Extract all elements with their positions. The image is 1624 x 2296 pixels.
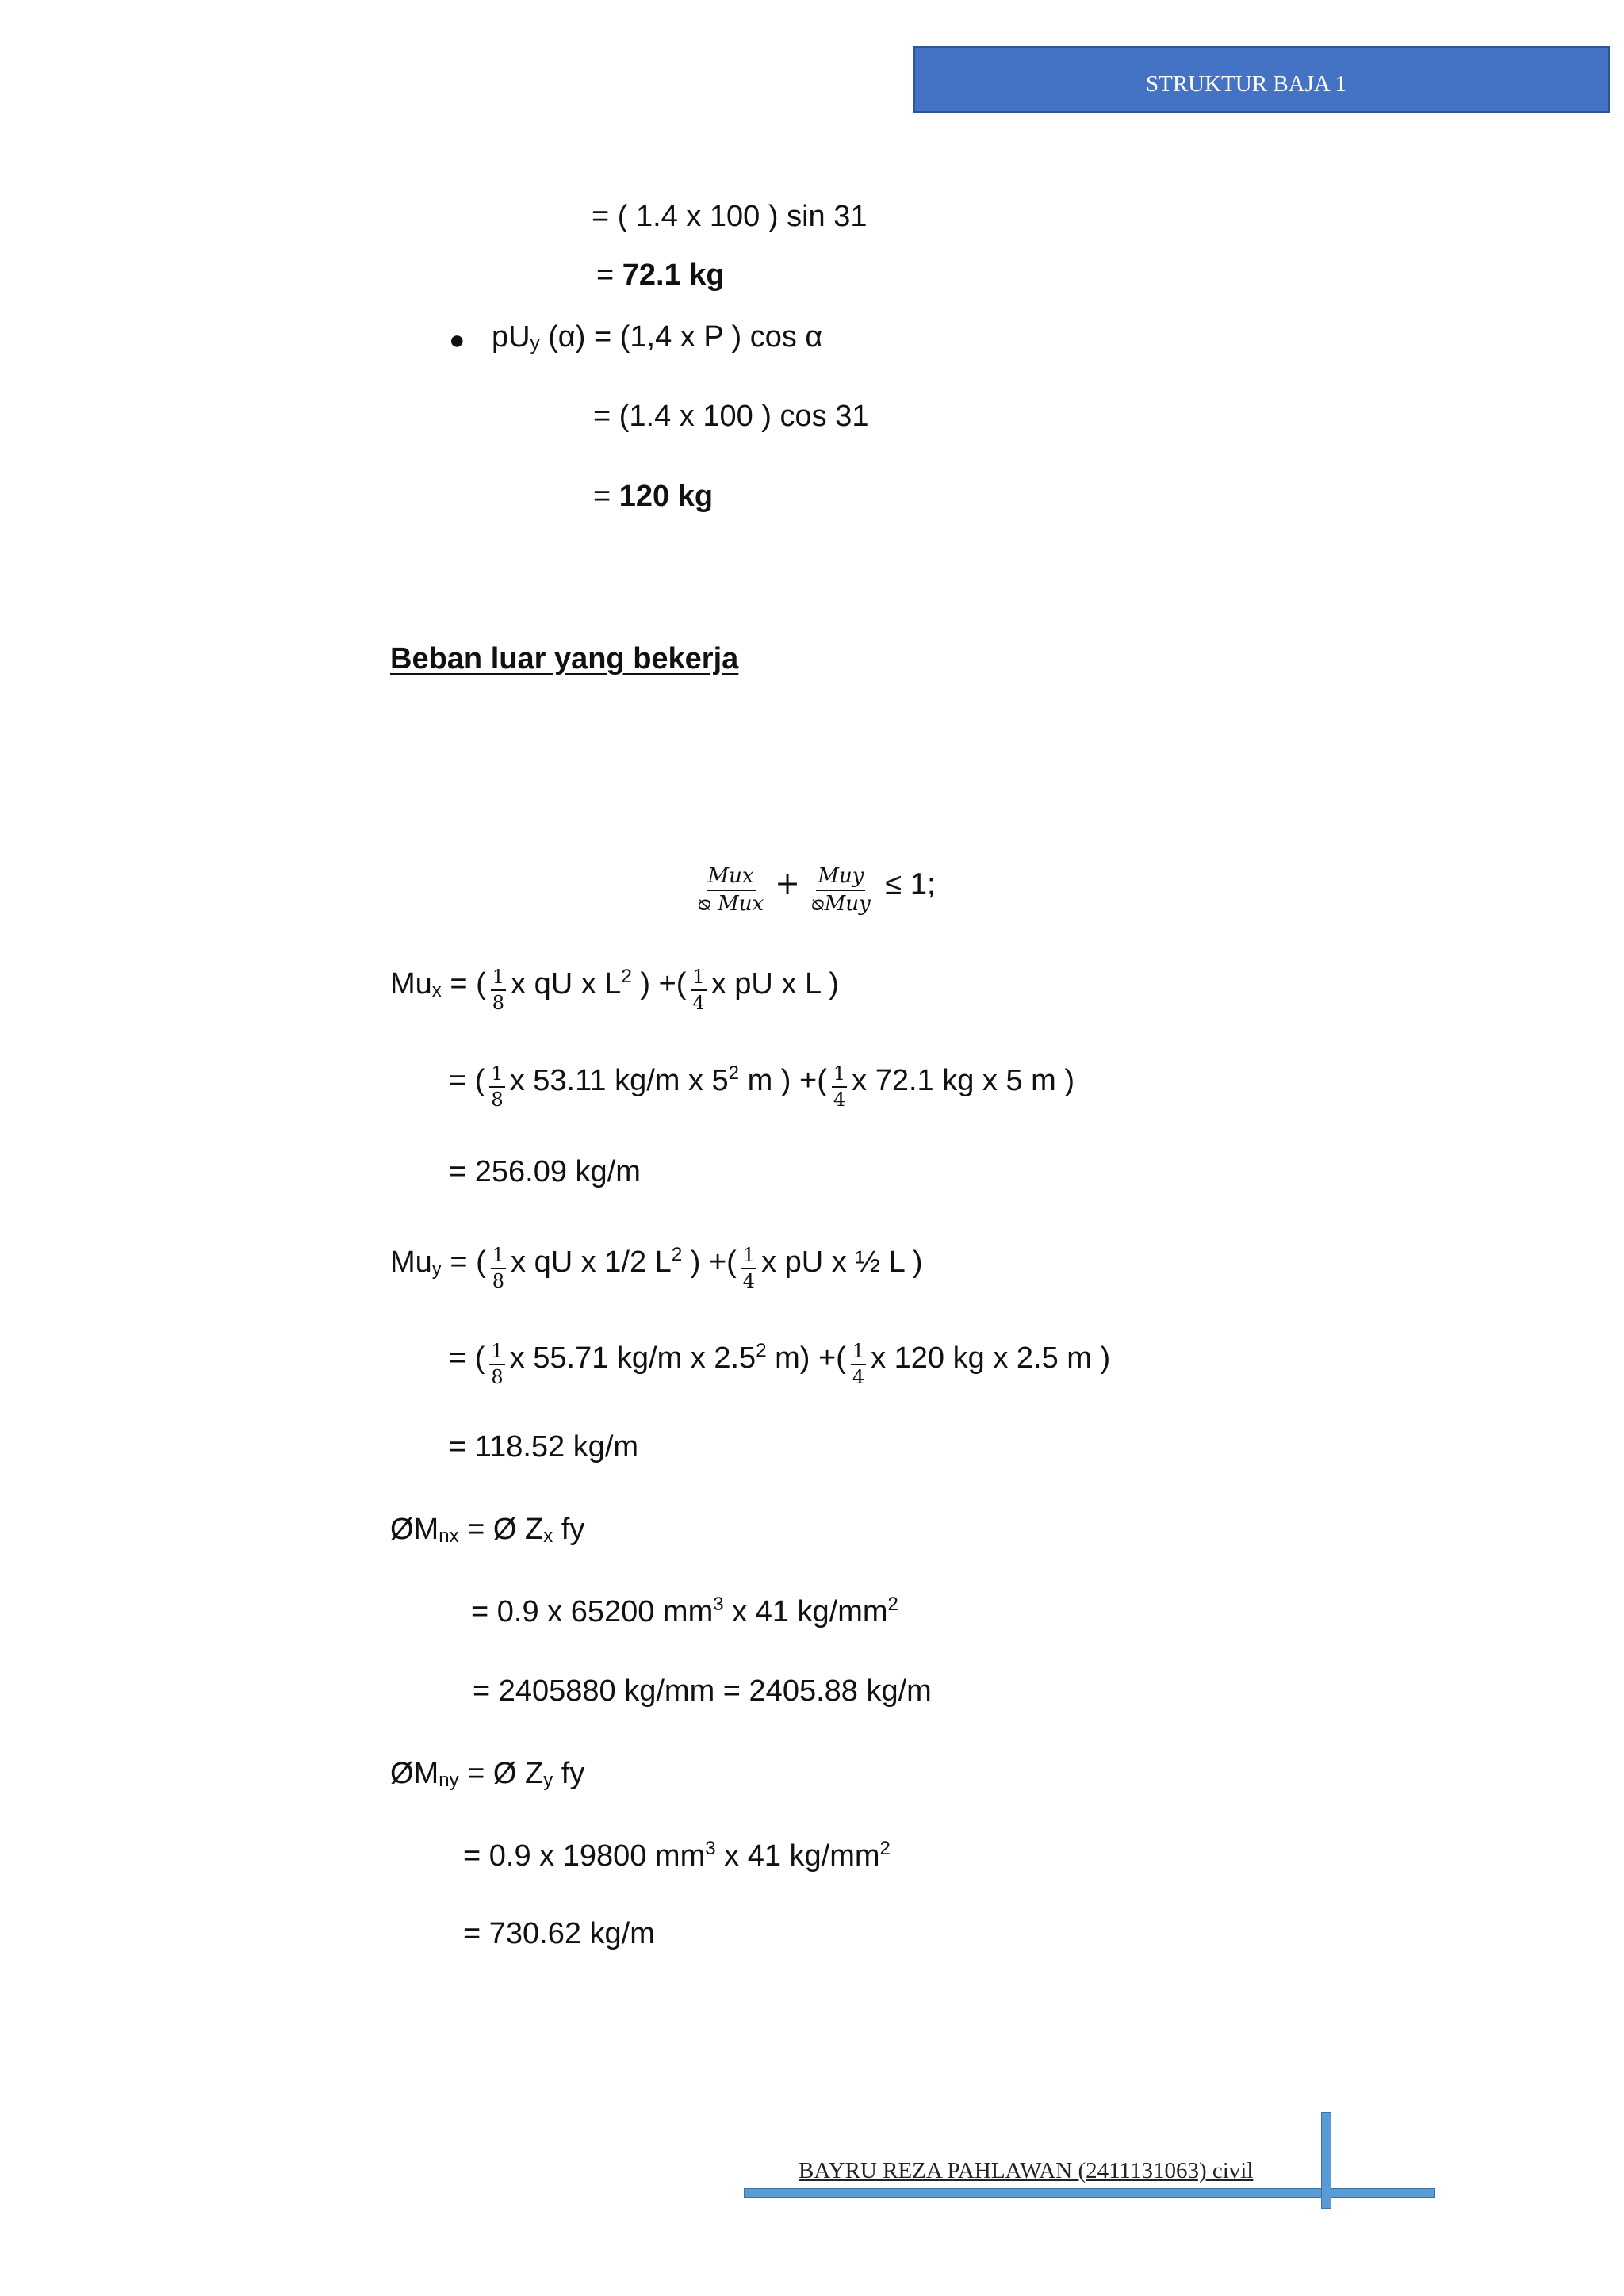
mux-calc: = ( $\frac{1}{8}$ x 53.11 kg/m x $5^2$ m ) +( $\frac{1}{4}$ x 72.1 kg x 5 m )	[449, 1062, 1075, 1112]
mux-formula: Mux = ( $\frac{1}{8}$ x qU x $L^2$ ) +( $\frac{1}{4}$ x pU x L )	[390, 966, 839, 1015]
header-banner	[914, 46, 1610, 113]
section-title: Beban luar yang bekerja	[390, 642, 739, 675]
footer-author: BAYRU REZA PAHLAWAN (2411131063) civil	[799, 2158, 1254, 2183]
muy-result: = 118.52 kg/m	[449, 1430, 639, 1464]
line-sin: = ( 1.4 x 100 ) sin 31	[592, 200, 868, 233]
mux-result: = 256.09 kg/m	[449, 1155, 641, 1188]
muy-formula: Muy = ( $\frac{1}{8}$ x qU x 1/2 $L^2$ ) +( $\frac{1}{4}$ x pU x ½ L )	[390, 1244, 923, 1293]
line-result-120: = 120 kg	[593, 480, 714, 513]
result-72-value: 72.1 kg	[622, 258, 725, 292]
bullet-icon: ●	[449, 325, 465, 355]
muy-ratio: $\frac{\text{Muy}}{\text{ᴓMuy}}$	[810, 864, 871, 916]
interaction-formula: $\frac{\text{Mux}}{\text{ᴓ Mux}}$ + $\frac{\text{Muy}}{\text{ᴓMuy}}$ ≤ 1;	[698, 864, 936, 916]
footer-vertical-bar	[1321, 2112, 1331, 2209]
mny-formula: ØMny = Ø Zy fy	[390, 1757, 585, 1791]
line-puy: pUy (α) = (1,4 x P ) cos α	[492, 320, 823, 354]
line-cos: = (1.4 x 100 ) cos 31	[593, 400, 869, 433]
mnx-formula: ØMnx = Ø Zx fy	[390, 1513, 585, 1547]
mnx-result: = 2405880 kg/mm = 2405.88 kg/m	[473, 1674, 932, 1708]
mny-calc: = 0.9 x 19800 $mm^3$ x 41 $kg/mm^2$	[463, 1838, 891, 1873]
fraction-1-4: $\frac{1}{4}$	[692, 966, 705, 1015]
mux-ratio: $\frac{\text{Mux}}{\text{ᴓ Mux}}$	[698, 864, 764, 916]
mny-result: = 730.62 kg/m	[463, 1917, 655, 1950]
fraction-1-8: $\frac{1}{8}$	[492, 966, 505, 1015]
result-120-value: 120 kg	[619, 480, 714, 513]
mnx-calc: = 0.9 x 65200 $mm^3$ x 41 $kg/mm^2$	[471, 1594, 898, 1628]
line-result-72: = 72.1 kg	[596, 258, 725, 292]
footer-bar	[744, 2188, 1435, 2198]
muy-calc: = ( $\frac{1}{8}$ x 55.71 kg/m x $2.5^2$ m) +( $\frac{1}{4}$ x 120 kg x 2.5 m )	[449, 1340, 1111, 1389]
header-title: STRUKTUR BAJA 1	[1146, 71, 1346, 97]
